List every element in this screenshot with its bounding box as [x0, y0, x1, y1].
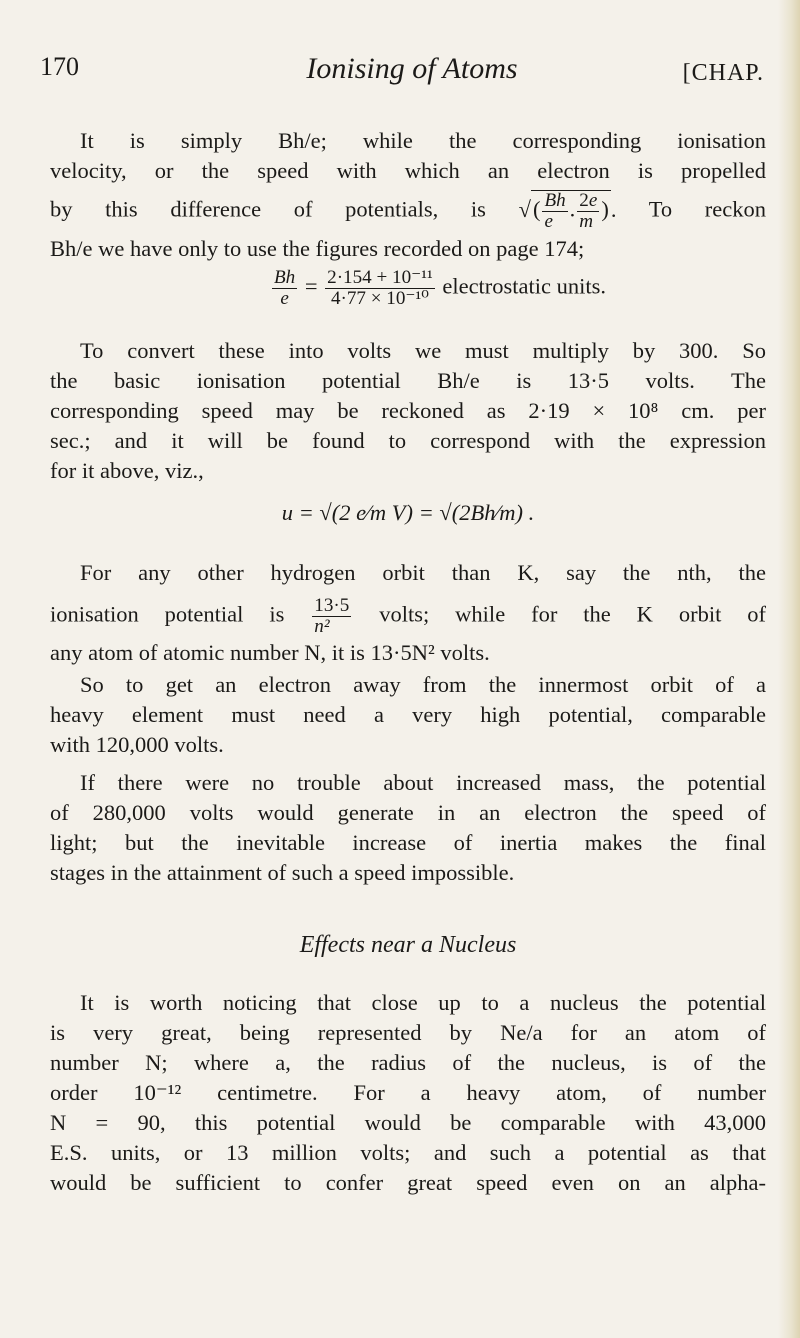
chapter-marker: [CHAP.	[682, 60, 764, 86]
para6-line5: N = 90, this potential would be comparable with 43,000	[50, 1110, 766, 1135]
velocity-formula: √( $\frac{Bh}{e}$ . $\frac{2e}{m}$ ).	[518, 190, 617, 233]
para4-line3: with 120,000 volts.	[50, 732, 224, 757]
para1-line3-text: by this difference of potentials, is	[50, 196, 486, 222]
para6-line4: order 10⁻¹² centimetre. For a heavy atom, of number	[50, 1080, 766, 1105]
para5-line2: of 280,000 volts would generate in an electron the speed of	[50, 800, 766, 825]
potential-fraction: $\frac{13\cdot 5}{\text{n²}}$	[314, 595, 350, 638]
para2-line5: for it above, viz.,	[50, 458, 204, 483]
para5-line4: stages in the attainment of such a speed impossible.	[50, 860, 515, 885]
para6-line3: number N; where a, the radius of the nucleus, is of the	[50, 1050, 766, 1075]
running-header	[40, 52, 764, 100]
para5-line3: light; but the inevitable increase of inertia makes the final	[50, 830, 766, 855]
eq1-rhs: $\frac{\text{2·154 + 10⁻¹¹}}{\text{4·77 × 10⁻¹⁰}}$	[327, 267, 433, 310]
para4-line2: heavy element must need a very high potential, comparable	[50, 702, 766, 727]
para6-line1: It is worth noticing that close up to a nucleus the potential	[80, 990, 766, 1015]
para2-line3: corresponding speed may be reckoned as 2·19 × 10⁸ cm. per	[50, 398, 766, 423]
para6-line6: E.S. units, or 13 million volts; and such a potential as that	[50, 1140, 766, 1165]
para3-line1: For any other hydrogen orbit than K, say the nth, the	[80, 560, 766, 585]
para6-line7: would be sufficient to confer great speed even on an alpha-	[50, 1170, 766, 1195]
para1-line4: Bh/e we have only to use the figures recorded on page 174;	[50, 236, 585, 261]
para3-line2	[50, 596, 766, 637]
page-number: 170	[40, 52, 79, 81]
para2-line1: To convert these into volts we must multiply by 300. So	[80, 338, 766, 363]
para2-line4: sec.; and it will be found to correspond with the expression	[50, 428, 766, 453]
section-heading: Effects near a Nucleus	[299, 932, 517, 958]
para4-line1: So to get an electron away from the innermost orbit of a	[80, 672, 766, 697]
equation-u: u = √(2 e⁄m V) = √(2Bh⁄m) .	[281, 500, 535, 525]
para1-line3-tail: To reckon	[648, 196, 767, 222]
para1-line3	[50, 190, 766, 232]
para2-line2: the basic ionisation potential Bh/e is 13·5 volts. The	[50, 368, 766, 393]
running-title: Ionising of Atoms	[306, 52, 518, 85]
page-edge-shadow	[778, 0, 800, 1338]
para3-line2-tail: volts; while for the K orbit of	[379, 601, 767, 627]
para3-line3: any atom of atomic number N, it is 13·5N² volts.	[50, 640, 490, 665]
para5-line1: If there were no trouble about increased mass, the potential	[80, 770, 766, 795]
para1-line2: velocity, or the speed with which an electron is propelled	[50, 158, 766, 183]
eq1-units: electrostatic units.	[442, 273, 607, 299]
para6-line2: is very great, being represented by Ne/a for an atom of	[50, 1020, 766, 1045]
para3-line2-text: ionisation potential is	[50, 601, 285, 627]
equation-bh-over-e: $\frac{Bh}{e}$ = $\frac{\text{2·154 + 10⁻¹¹}}{\text{4·77 × 10⁻¹⁰}}$ electrostatic units.	[273, 267, 607, 310]
eq1-lhs: $\frac{Bh}{e}$	[273, 267, 296, 310]
para1-line1: It is simply Bh/e; while the corresponding ionisation	[80, 128, 766, 153]
